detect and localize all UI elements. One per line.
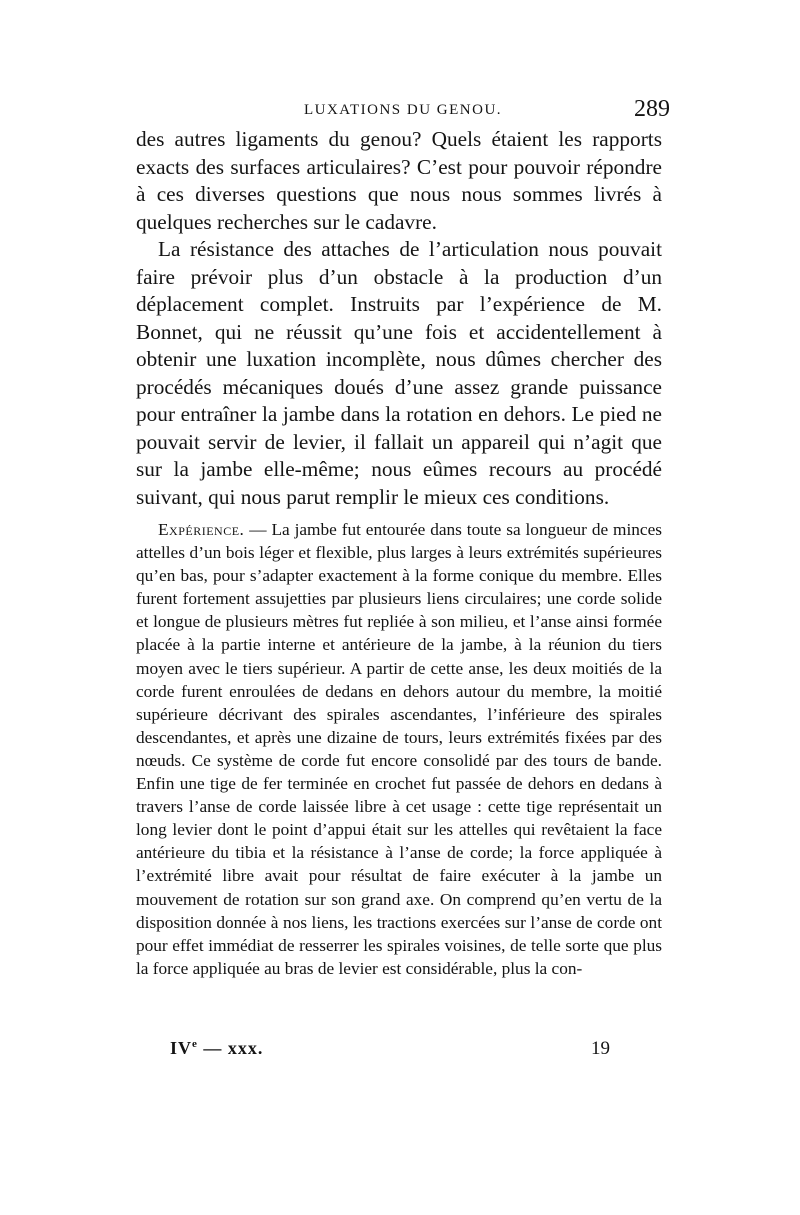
experiment-text: — La jambe fut entourée dans toute sa longueur de minces attelles d’un bois léger et flexible, plus larges à leurs extrémités supérieures qu’en bas, pour s’adapter exactement à la forme conique du membre. Elles furent fortement assujetties par plusieurs liens circulaires; une corde solide et longue de plusieurs mètres fut repliée à son milieu, et l’anse ainsi formée placée à la partie interne et antérieure de la jambe, à la réunion du tiers moyen avec le tiers supérieur. A partir de cette anse, les deux moitiés de la corde furent enroulées de dedans en dehors autour du membre, la moitié supérieure décrivant des spirales ascendantes, l’inférieure des spirales descendantes, et après une dizaine de tours, leurs extrémités fixées par des nœuds. Ce système de corde fut encore consolidé par des tours de bande. Enfin une tige de fer terminée en crochet fut passée de dehors en dedans à travers l’anse de corde laissée libre à cet usage : cette tige représentait un long levier dont le point d’appui était sur les attelles qui revêtaient la face antérieure du tibia et la résistance à l’anse de corde; la force appliquée à l’extrémité libre avait pour résultat de faire exécuter à la jambe un mouvement de rotation sur son grand axe. On comprend qu’en vertu de la disposition donnée à nos liens, les tractions exercées sur l’anse de corde ont pour effet immédiat de resserrer les spirales voisines, de telle sorte que plus la force appliquée au bras de levier est considérable, plus la con-	[136, 520, 662, 978]
running-title: LUXATIONS DU GENOU.	[303, 102, 503, 118]
paragraph-resistance: La résistance des attaches de l’articulation nous pouvait faire prévoir plus d’un obstacle à la production d’un déplacement complet. Instruits par l’expérience de M. Bonnet, qui ne réussit qu’une fois et accidentellement à obtenir une luxation incomplète, nous dûmes chercher des procédés mécaniques doués d’une assez grande puissance pour entraîner la jambe dans la rotation en dehors. Le pied ne pouvait servir de levier, il fallait un appareil qui n’agit que sur la jambe elle-même; nous eûmes recours au procédé suivant, qui nous parut remplir le mieux ces conditions.	[136, 237, 662, 509]
running-head	[136, 96, 670, 126]
experiment-label: Expérience.	[158, 520, 245, 539]
volume-roman: IV	[170, 1038, 193, 1058]
experiment-section	[136, 518, 662, 980]
sheet-number: 19	[591, 1038, 610, 1059]
volume-sup: e	[192, 1038, 198, 1050]
page-number: 289	[634, 96, 670, 122]
experiment-paragraph	[136, 518, 662, 980]
volume-series: — xxx.	[197, 1038, 264, 1058]
main-text	[136, 126, 662, 511]
paragraph-continuation: des autres ligaments du genou? Quels étaient les rapports exacts des surfaces articulaires? C’est pour pouvoir répondre à ces diverses questions que nous nous sommes livrés à quelques recherches sur le cadavre.	[136, 127, 662, 234]
signature-mark	[170, 1038, 610, 1064]
volume-signature	[170, 1038, 263, 1059]
